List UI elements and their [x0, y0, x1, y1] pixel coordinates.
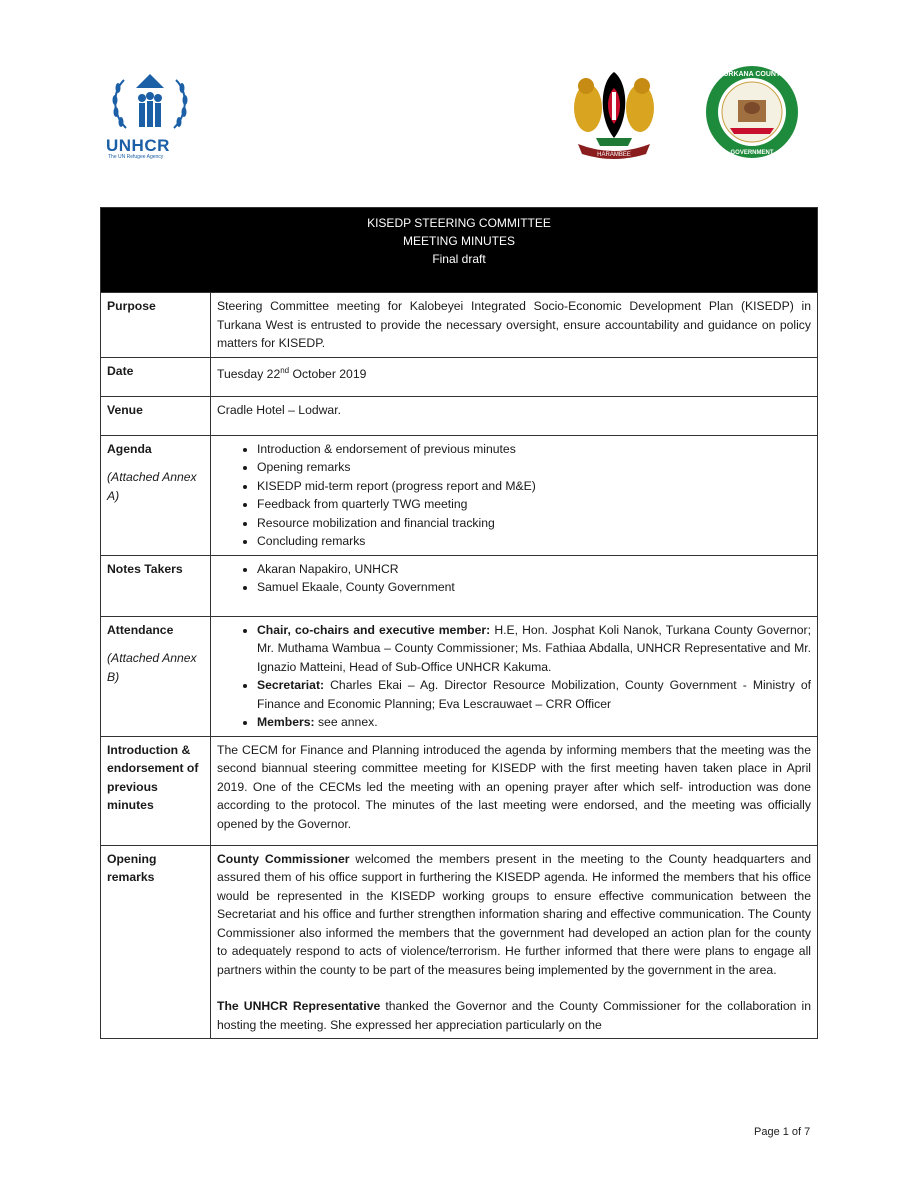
- venue-value: Cradle Hotel – Lodwar.: [211, 396, 818, 435]
- date-ordinal: nd: [280, 365, 290, 375]
- unhcr-representative-heading: The UNHCR Representative: [217, 999, 381, 1013]
- date-prefix: Tuesday 22: [217, 366, 281, 381]
- county-commissioner-text: welcomed the members present in the meeting to the County headquarters and assured them of his office support in furthering the KISEDP agenda. He informed the members that his office would be represented in the KISEDP working groups to ensure effective communication between the Secretariat and his office and further strengthen information sharing and effective communication. The County Commissioner also informed the members that the government had developed an action plan for the county to adequately respond to acts of violence/terrorism. He further informed that there were plans to engage all partners within the county to be part of the measures being implemented by the government in the area.: [217, 851, 811, 977]
- attendance-chair-text: H.E, Hon. Josphat Koli Nanok, Turkana County Governor; Mr. Muthama Wambua – County Commissioner; Ms. Fathiaa Abdalla, UNHCR Representative and Mr. Ignazio Matteini, Head of Sub-Office UNHCR Kakuma.: [257, 622, 811, 674]
- agenda-annex-note: (Attached Annex A): [107, 470, 197, 503]
- agenda-label-cell: [101, 435, 211, 555]
- date-value: [211, 357, 818, 396]
- opening-remarks-cell: [211, 845, 818, 1039]
- attendance-cell: [211, 616, 818, 736]
- table-row: [101, 845, 818, 1039]
- list-item: • Akaran Napakiro, UNHCR: [257, 560, 811, 579]
- minutes-table: [100, 207, 818, 1039]
- notes-takers-label: Notes Takers: [101, 555, 211, 616]
- attendance-secretariat-text: Charles Ekai – Ag. Director Resource Mobilization, County Government - Ministry of Finance and Economic Planning; Eva Lescrauwaet – CRR Officer: [257, 678, 811, 711]
- table-header-row: [101, 208, 818, 293]
- opening-remarks-label: Opening remarks: [101, 845, 211, 1039]
- agenda-list: [217, 440, 811, 551]
- table-row: [101, 293, 818, 358]
- table-row: [101, 616, 818, 736]
- header-title: KISEDP STEERING COMMITTEE: [367, 216, 551, 230]
- unhcr-representative-text: thanked the Governor and the County Commissioner for the collaboration in hosting the meeting. She expressed her appreciation particularly on the: [217, 999, 811, 1032]
- list-item: • Concluding remarks: [257, 532, 811, 551]
- turkana-logo-bottom-text: GOVERNMENT: [730, 150, 774, 156]
- document-header: [101, 208, 818, 293]
- introduction-label: Introduction & endorsement of previous minutes: [101, 736, 211, 845]
- date-label: Date: [101, 357, 211, 396]
- list-item: • Resource mobilization and financial tracking: [257, 514, 811, 533]
- venue-label: Venue: [101, 396, 211, 435]
- unhcr-tagline: The UN Refugee Agency: [108, 154, 164, 160]
- attendance-list: [217, 621, 811, 732]
- table-row: [101, 357, 818, 396]
- attendance-chair-heading: Chair, co-chairs and executive member:: [257, 622, 491, 637]
- turkana-county-logo: [694, 62, 810, 162]
- kenya-motto: HARAMBEE: [597, 152, 631, 158]
- attendance-label: Attendance: [107, 622, 174, 637]
- opening-paragraph-1: [217, 850, 811, 980]
- notes-takers-cell: [211, 555, 818, 616]
- attendance-secretariat-heading: Secretariat:: [257, 678, 325, 692]
- list-item: • Feedback from quarterly TWG meeting: [257, 495, 811, 514]
- notes-takers-list: [217, 560, 811, 597]
- table-row: [101, 736, 818, 845]
- kenya-coat-of-arms-logo: [568, 58, 660, 166]
- unhcr-logo-text: UNHCR: [106, 136, 170, 155]
- page-number: Page 1 of 7: [754, 1126, 811, 1138]
- attendance-annex-note: (Attached Annex B): [107, 651, 197, 684]
- attendance-label-cell: [101, 616, 211, 736]
- agenda-label: Agenda: [107, 441, 152, 456]
- date-suffix: October 2019: [289, 366, 367, 381]
- introduction-text: The CECM for Finance and Planning introduced the agenda by informing members that the meeting was the second biannual steering committee meeting for KISEDP with the first meeting haven taken place in April 2019. One of the CECMs led the meeting with an opening prayer after which self- introduction was done according to the protocol. The minutes of the last meeting were endorsed, and the meeting was officially opened by the Governor.: [211, 736, 818, 845]
- table-row: [101, 435, 818, 555]
- agenda-cell: [211, 435, 818, 555]
- purpose-text: Steering Committee meeting for Kalobeyei Integrated Socio-Economic Development Plan (KISEDP) in Turkana West is entrusted to provide the necessary oversight, ensure accountability and guidance on policy matters for KISEDP.: [211, 293, 818, 358]
- table-row: [101, 396, 818, 435]
- attendance-members-text: see annex.: [314, 715, 378, 729]
- list-item: • KISEDP mid-term report (progress report and M&E): [257, 477, 811, 496]
- table-row: [101, 555, 818, 616]
- list-item: [257, 713, 811, 732]
- purpose-label: Purpose: [101, 293, 211, 358]
- list-item: • Samuel Ekaale, County Government: [257, 578, 811, 597]
- attendance-members-heading: Members:: [257, 715, 315, 729]
- list-item: • Opening remarks: [257, 458, 811, 477]
- list-item: [257, 676, 811, 713]
- list-item: • Introduction & endorsement of previous minutes: [257, 440, 811, 459]
- county-commissioner-heading: County Commissioner: [217, 851, 350, 866]
- turkana-logo-top-text: TURKANA COUNTY: [719, 71, 785, 78]
- header-subtitle: MEETING MINUTES: [402, 234, 515, 248]
- opening-paragraph-2: [217, 997, 811, 1034]
- header-status: Final draft: [432, 252, 486, 266]
- list-item: [257, 621, 811, 677]
